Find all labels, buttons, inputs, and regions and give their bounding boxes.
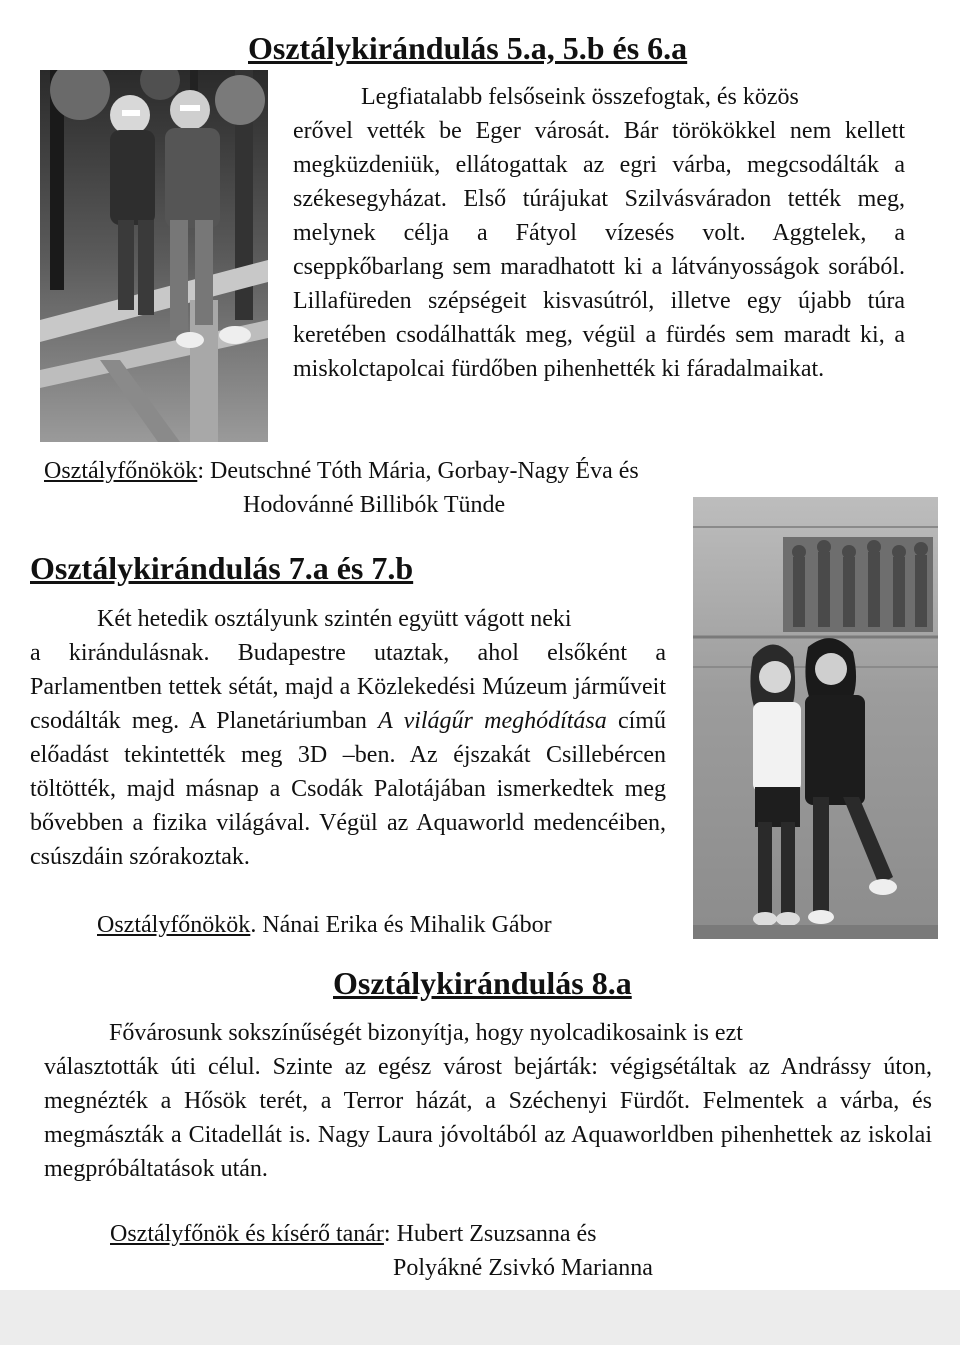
teachers-names-line1: : Deutschné Tóth Mária, Gorbay-Nagy Éva és	[197, 458, 639, 484]
section-5-6-para-first: Legfiatalabb felsőseink összefogtak, és közös	[361, 84, 799, 110]
section-title-7: Osztálykirándulás 7.a és 7.b	[30, 550, 414, 586]
photo-kids-on-fence	[40, 70, 268, 442]
section-5-6-para-rest: erővel vették be Eger városát. Bár törökökkel nem kellett megküzdeniük, ellátogattak az egri várba, megcsodálták a székesegyházat. Első túrájukat Szilvásváradon tették meg, melynek célja a Fátyol vízesés volt. Aggtelek, a cseppkőbarlang sem maradhatott ki a látványosságok sorából. Lillafüreden szépségeit kisvasútról, illetve egy újabb túra keretében csodálhatták meg, végül a fürdés sem maradt ki, a miskolctapolcai fürdőben pihenhették ki fáradalmaikat.	[293, 118, 905, 382]
section-8-paragraph	[44, 1016, 932, 1186]
section-5-6-teachers	[44, 454, 639, 488]
section-5-6-teachers-line2: Hodovánné Billibók Tünde	[243, 492, 506, 518]
teachers-label: Osztályfőnökök	[97, 912, 251, 938]
section-8-para-first: Fővárosunk sokszínűségét bizonyítja, hogy nyolcadikosaink is ezt	[109, 1020, 743, 1046]
teachers-names: . Nánai Erika és Mihalik Gábor	[250, 912, 552, 938]
section-5-6-paragraph	[293, 80, 905, 386]
page-footer-band	[0, 1290, 960, 1345]
section-7-para-first: Két hetedik osztályunk szintén együtt vágott neki	[97, 606, 572, 632]
section-8-teachers-line2: Polyákné Zsivkó Marianna	[393, 1255, 653, 1281]
section-7-teachers	[97, 908, 552, 942]
section-7-para-before-italic: a kirándulásnak. Budapestre utaztak, ahol elsőként a Parlamentben tettek sétát, majd a Közlekedési Múzeum járműveit csodálták meg. A Planetáriumban	[30, 640, 666, 734]
section-7-para-after-italic: című előadást tekintették meg 3D –ben. Az éjszakát Csillebércen töltötték, majd másnap a Csodák Palotájában ismerkedtek meg bővebben a fizika világával. Végül az Aquaworld medencéiben, csúszdáin szórakoztak.	[30, 708, 666, 870]
section-8-para-rest: választották úti célul. Szinte az egész várost bejárták: végigsétáltak az Andrássy úton, megnézték a Hősök terét, a Terror házát, a Széchenyi Fürdőt. Felmentek a várba, és megmászták a Citadellát is. Nagy Laura jóvoltából az Aquaworldben pihenhettek az iskolai megpróbáltatások után.	[44, 1054, 932, 1182]
teachers-label: Osztályfőnök és kísérő tanár	[110, 1221, 384, 1247]
photo-girls-monument	[693, 497, 938, 939]
section-7-italic-title: A világűr meghódítása	[378, 708, 607, 734]
section-7-para-body	[30, 636, 666, 874]
teachers-names-line1: : Hubert Zsuzsanna és	[383, 1221, 597, 1247]
section-8-teachers	[110, 1217, 597, 1251]
section-title-8: Osztálykirándulás 8.a	[333, 965, 632, 1001]
section-title-5-6: Osztálykirándulás 5.a, 5.b és 6.a	[248, 30, 688, 66]
section-7-paragraph	[30, 602, 666, 874]
teachers-label: Osztályfőnökök	[44, 458, 198, 484]
